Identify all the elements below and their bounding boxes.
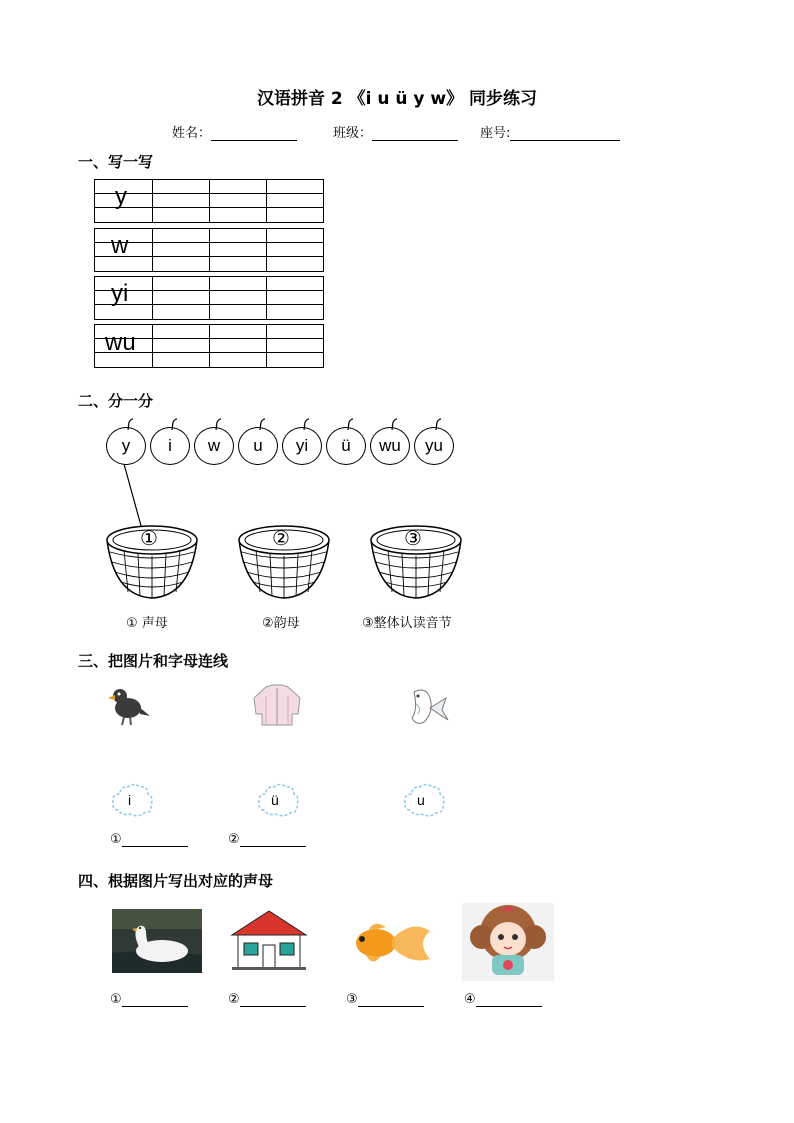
cloud-u-umlaut[interactable] [256,780,300,824]
doll-photo[interactable] [462,903,554,981]
duck-photo[interactable] [112,909,202,973]
section4-heading: 四、根据图片写出对应的声母 [78,872,274,890]
cloud-label: ü [271,792,279,808]
writing-row-label: wu [105,329,136,356]
name-label: 姓名： [172,126,212,141]
apple-label: yi [295,436,309,455]
cloud-u[interactable] [402,780,446,824]
apple-label: u [253,436,263,455]
page-title: 汉语拼音 2 《i u ü y w》 同步练习 [256,89,538,109]
shirt-icon[interactable] [252,684,302,726]
apple-label: yu [425,436,443,455]
answer-blank-4[interactable] [228,992,306,1007]
answer-blank-6[interactable] [464,992,542,1007]
answer-blank-1[interactable] [110,832,188,847]
seat-label: 座号: [480,126,511,141]
section3-heading: 三、把图片和字母连线 [78,652,229,670]
answer-blank-5[interactable] [346,992,424,1007]
apple-label: wu [379,436,401,455]
apple-label: i [168,436,172,455]
apple-label: ü [341,436,351,455]
basket-label-1: ① 声母 [126,616,168,631]
answer-blank-3[interactable] [110,992,188,1007]
writing-row-label: y [115,183,127,210]
basket-label-2: ②韵母 [262,616,300,631]
basket-label-3: ③整体认读音节 [362,616,452,631]
house-icon[interactable] [230,909,308,971]
cloud-label: i [128,792,132,808]
answer-blank-2[interactable] [228,832,306,847]
class-label: 班级： [333,126,373,141]
cloud-i[interactable] [110,780,154,824]
section1-heading: 一、写一写 [78,153,154,171]
section2-heading: 二、分一分 [78,392,154,410]
basket-number: ③ [404,526,422,550]
answer-number: ② [228,992,240,1007]
basket-number: ① [140,526,158,550]
fish-icon[interactable] [404,684,450,728]
basket-1[interactable] [104,522,200,606]
apple-label: w [207,436,221,455]
answer-number: ① [110,832,122,847]
apple-label: y [121,436,131,455]
answer-number: ③ [346,992,358,1007]
basket-3[interactable] [368,522,464,606]
writing-row-label: yi [111,280,129,307]
basket-number: ② [272,526,290,550]
crow-icon[interactable] [106,684,150,726]
writing-row-label: w [111,232,129,259]
cloud-label: u [417,792,425,808]
answer-number: ① [110,992,122,1007]
answer-number: ④ [464,992,476,1007]
answer-number: ② [228,832,240,847]
cloud-icon [110,780,154,820]
goldfish-icon[interactable] [346,909,432,973]
basket-2[interactable] [236,522,332,606]
